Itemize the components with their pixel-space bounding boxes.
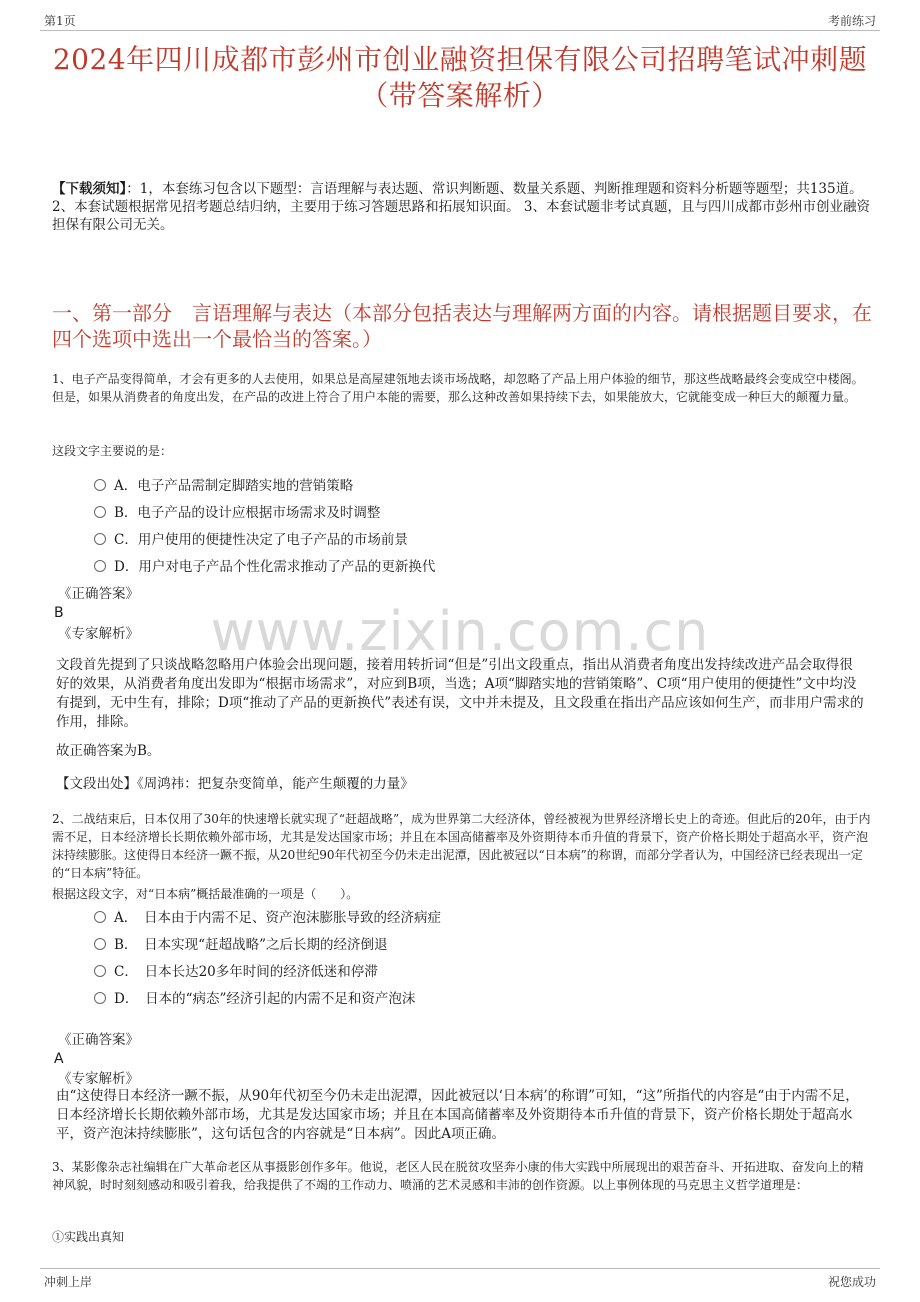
page-header [40,0,880,31]
radio-icon[interactable] [94,965,106,977]
q2-option-b-label: B． 日本实现“赶超战略”之后长期的经济倒退 [114,937,388,953]
download-notice [52,180,874,234]
q2-option-c-label: C． 日本长达20多年时间的经济低迷和停滞 [114,964,378,980]
footer-right: 祝您成功 [827,1275,876,1289]
watermark: www.zixin.com.cn [210,600,710,663]
notice-text: ：1，本套练习包含以下题型：言语理解与表达题、常识判断题、数量关系题、判断推理题和资料分析题等题型；共135道。 2、本套试题根据常见招考题总结归纳，主要用于练习答题思路和拓展知识面。 3、本套试题非考试真题，且与四川成都市彭州市创业融资担保有限公司无关。 [52,181,870,233]
radio-icon[interactable] [94,506,106,518]
q1-conclusion: 故正确答案为B。 [56,743,161,759]
q1-option-c[interactable] [94,531,408,549]
q2-stem: 2、二战结束后，日本仅用了30年的快速增长就实现了“赶超战略”，成为世界第二大经济体，曾经被视为世界经济增长史上的奇迹。但此后的20年，由于内需不足，日本经济增长长期依赖外部市场，尤其是发达国家市场；并且在本国高储蓄率及外资期待本币升值的背景下，资产价格长期处于超高水平，资产泡沫持续膨胀。这使得日本经济一蹶不振，从20世纪90年代初至今仍未走出泥潭，因此被冠以“日本病”的称谓，而部分学者认为，中国经济已经表现出一定的“日本病”特征。 [52,812,871,880]
q2-answer-label: 《正确答案》 [58,1032,139,1048]
q1-option-b[interactable] [94,504,380,522]
q1-answer-label: 《正确答案》 [58,586,139,602]
section-heading: 一、第一部分 言语理解与表达（本部分包括表达与理解两方面的内容。请根据题目要求，在四个选项中选出一个最恰当的答案。） [52,301,872,351]
q1-source-tag: 【文段出处】 [56,776,137,792]
q1-option-a-label: A．电子产品需制定脚踏实地的营销策略 [114,478,354,494]
page-footer [40,1268,880,1299]
radio-icon[interactable] [94,560,106,572]
radio-icon[interactable] [94,911,106,923]
q1-analysis: 文段首先提到了只谈战略忽略用户体验会出现问题，接着用转折词“但是”引出文段重点，指出从消费者角度出发持续改进产品会取得很好的效果，从消费者角度出发即为“根据市场需求”，对应到B项，当选；A项“脚踏实地的营销策略”、C项“用户使用的便捷性”文中均没有提到，无中生有，排除；D项“推动了产品的更新换代”表述有误，文中并未提及，且文段重在指出产品应该如何生产，而非用户需求的作用，排除。 [56,657,864,730]
q2-option-c[interactable] [94,963,378,981]
q1-answer: B [54,605,64,621]
q1-option-b-label: B．电子产品的设计应根据市场需求及时调整 [114,505,381,521]
radio-icon[interactable] [94,938,106,950]
q1-option-d[interactable] [94,558,435,576]
q3-option-1: ①实践出真知 [52,1230,125,1244]
footer-left: 冲刺上岸 [44,1275,93,1289]
radio-icon[interactable] [94,479,106,491]
q3-stem: 3、某影像杂志社编辑在广大革命老区从事摄影创作多年。他说，老区人民在脱贫攻坚奔小康的伟大实践中所展现出的艰苦奋斗、开拓进取、奋发向上的精神风貌，时时刻刻感动和吸引着我，给我提供了不竭的工作动力、喷涌的艺术灵感和丰沛的创作资源。以上事例体现的马克思主义哲学道理是： [52,1160,864,1192]
q2-option-d[interactable] [94,990,415,1008]
q2-option-a-label: A． 日本由于内需不足、资产泡沫膨胀导致的经济病症 [114,910,441,926]
q2-answer: A [54,1051,64,1067]
notice-tag: 【下载须知】 [52,181,127,197]
q1-option-c-label: C．用户使用的便捷性决定了电子产品的市场前景 [114,532,408,548]
q2-option-d-label: D． 日本的“病态”经济引起的内需不足和资产泡沫 [114,991,416,1007]
q2-option-b[interactable] [94,936,387,954]
radio-icon[interactable] [94,533,106,545]
q1-question: 这段文字主要说的是： [52,444,173,458]
q2-analysis: 由“这使得日本经济一蹶不振，从90年代初至今仍未走出泥潭，因此被冠以‘日本病’的称谓”可知，“这”所指代的内容是“由于内需不足，日本经济增长长期依赖外部市场，尤其是发达国家市场；并且在本国高储蓄率及外资期待本币升值的背景下，资产价格长期处于超高水平，资产泡沫持续膨胀”，这句话包含的内容就是“日本病”。因此A项正确。 [56,1088,859,1142]
header-label: 考前练习 [827,14,876,28]
q1-analysis-label: 《专家解析》 [58,626,139,642]
document-title: 2024年四川成都市彭州市创业融资担保有限公司招聘笔试冲刺题（带答案解析） [52,43,868,112]
q1-option-d-label: D．用户对电子产品个性化需求推动了产品的更新换代 [114,559,436,575]
q2-analysis-label: 《专家解析》 [58,1071,139,1087]
q1-option-a[interactable] [94,477,353,495]
q2-question: 根据这段文字，对“日本病”概括最准确的一项是（ ）。 [52,887,359,901]
q2-option-a[interactable] [94,909,441,927]
q1-source-text: 《周鸿祎：把复杂变简单，能产生颠覆的力量》 [137,776,414,792]
page-number: 第1页 [44,14,76,28]
q1-stem: 1、电子产品变得简单，才会有更多的人去使用，如果总是高屋建瓴地去谈市场战略，却忽略了产品上用户体验的细节，那这些战略最终会变成空中楼阁。但是，如果从消费者的角度出发，在产品的改进上符合了用户本能的需要，那么这种改善如果持续下去，如果能放大，它就能变成一种巨大的颠覆力量。 [52,372,864,404]
q1-source [56,775,864,794]
radio-icon[interactable] [94,992,106,1004]
